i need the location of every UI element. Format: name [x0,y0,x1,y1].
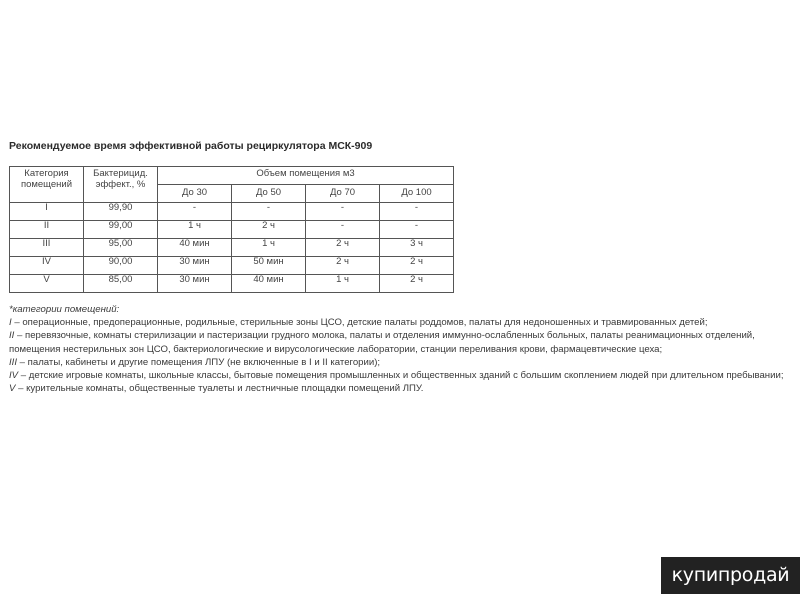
note-roman: V [9,383,16,395]
note-roman: IV [9,370,19,382]
cell-efficiency: 85,00 [84,275,158,293]
cell-v100: 2 ч [380,257,454,275]
cell-category: IV [10,257,84,275]
note-category-1 [9,316,799,329]
header-volume: Объем помещения м3 [158,167,454,185]
category-notes [9,303,799,395]
note-category-4 [9,369,799,382]
note-text: – перевязочные, комнаты стерилизации и пастеризации грудного молока, палаты и отделения иммунно-ослабленных больных, палаты реанимационных отделений, помещения нестерильных зон ЦСО, бактериологические и вирусологические лаборатории, станции переливания крови, фармацевтические цеха; [9,330,755,355]
note-text: – палаты, кабинеты и другие помещения ЛПУ (не включенные в I и II категории); [17,356,381,368]
recirculator-time-table [9,166,454,293]
note-roman: I [9,317,12,329]
cell-v70: - [306,221,380,239]
table-row [10,257,454,275]
cell-v50: 40 мин [232,275,306,293]
cell-v70: 2 ч [306,239,380,257]
notes-heading: *категории помещений: [9,304,120,315]
header-efficiency: Бактерицид. эффект., % [84,167,158,203]
cell-category: V [10,275,84,293]
cell-category: II [10,221,84,239]
note-category-3 [9,356,799,369]
table-row [10,203,454,221]
document-title: Рекомендуемое время эффективной работы рециркулятора МСК-909 [9,140,373,152]
cell-v30: - [158,203,232,221]
note-text: – операционные, предоперационные, родильные, стерильные зоны ЦСО, детские палаты роддомов, палаты для недоношенных и травмированных детей; [11,317,708,329]
cell-v50: 1 ч [232,239,306,257]
cell-v50: 2 ч [232,221,306,239]
header-category: Категория помещений [10,167,84,203]
cell-v50: 50 мин [232,257,306,275]
table-row [10,275,454,293]
table-row [10,221,454,239]
cell-v70: 2 ч [306,257,380,275]
cell-efficiency: 99,90 [84,203,158,221]
header-volume-50: До 50 [232,185,306,203]
cell-v30: 40 мин [158,239,232,257]
cell-v50: - [232,203,306,221]
note-category-5 [9,382,799,395]
note-text: – детские игровые комнаты, школьные классы, бытовые помещения промышленных и общественных зданий с большим скоплением людей при длительном пребывании; [18,370,784,382]
watermark-logo: купипродай [661,557,800,594]
cell-efficiency: 95,00 [84,239,158,257]
note-category-2 [9,329,799,355]
cell-efficiency: 99,00 [84,221,158,239]
note-roman: III [9,356,17,368]
cell-v100: - [380,203,454,221]
header-volume-30: До 30 [158,185,232,203]
cell-v70: - [306,203,380,221]
cell-v30: 30 мин [158,275,232,293]
table-row [10,239,454,257]
cell-v30: 1 ч [158,221,232,239]
cell-v100: 3 ч [380,239,454,257]
cell-category: III [10,239,84,257]
cell-v30: 30 мин [158,257,232,275]
cell-v100: 2 ч [380,275,454,293]
note-text: – курительные комнаты, общественные туалеты и лестничные площадки помещений ЛПУ. [15,383,424,395]
header-volume-70: До 70 [306,185,380,203]
header-volume-100: До 100 [380,185,454,203]
cell-efficiency: 90,00 [84,257,158,275]
cell-category: I [10,203,84,221]
cell-v100: - [380,221,454,239]
note-roman: II [9,330,15,342]
cell-v70: 1 ч [306,275,380,293]
